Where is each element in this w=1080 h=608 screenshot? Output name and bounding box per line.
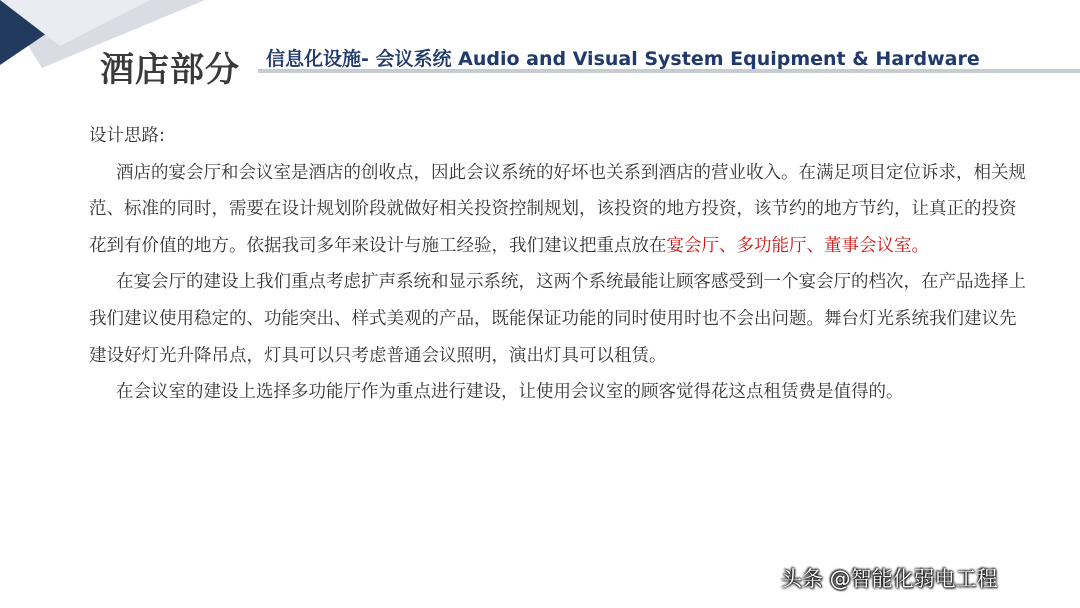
- paragraph-1: [89, 155, 1029, 265]
- paragraph-1-text: 酒店的宴会厅和会议室是酒店的创收点，因此会议系统的好坏也关系到酒店的营业收入。在满足项目定位诉求，相关规范、标准的同时，需要在设计规划阶段就做好相关投资控制规划，该投资的地方投资，该节约的地方节约，让真正的投资花到有价值的地方。依据我司多年来设计与施工经验，我们建议把重点放在: [89, 162, 1026, 256]
- paragraph-3: 在会议室的建设上选择多功能厅作为重点进行建设，让使用会议室的顾客觉得花这点租赁费是值得的。: [116, 382, 904, 403]
- design-idea-heading: 设计思路:: [89, 126, 165, 146]
- section-title: 酒店部分: [100, 50, 240, 90]
- watermark: 头条 @智能化弱电工程: [781, 567, 998, 591]
- paragraph-2: 在宴会厅的建设上我们重点考虑扩声系统和显示系统，这两个系统最能让顾客感受到一个宴会厅的档次，在产品选择上我们建议使用稳定的、功能突出、样式美观的产品，既能保证功能的同时使用时也不会出问题。舞台灯光系统我们建议先建设好灯光升降吊点，灯具可以只考虑普通会议照明，演出灯具可以租赁。: [89, 272, 1026, 366]
- header-subtitle: 信息化设施- 会议系统 Audio and Visual System Equipment & Hardware: [266, 48, 980, 70]
- highlight-key-rooms: 宴会厅、多功能厅、董事会议室。: [666, 235, 929, 256]
- content-body: [89, 118, 1029, 411]
